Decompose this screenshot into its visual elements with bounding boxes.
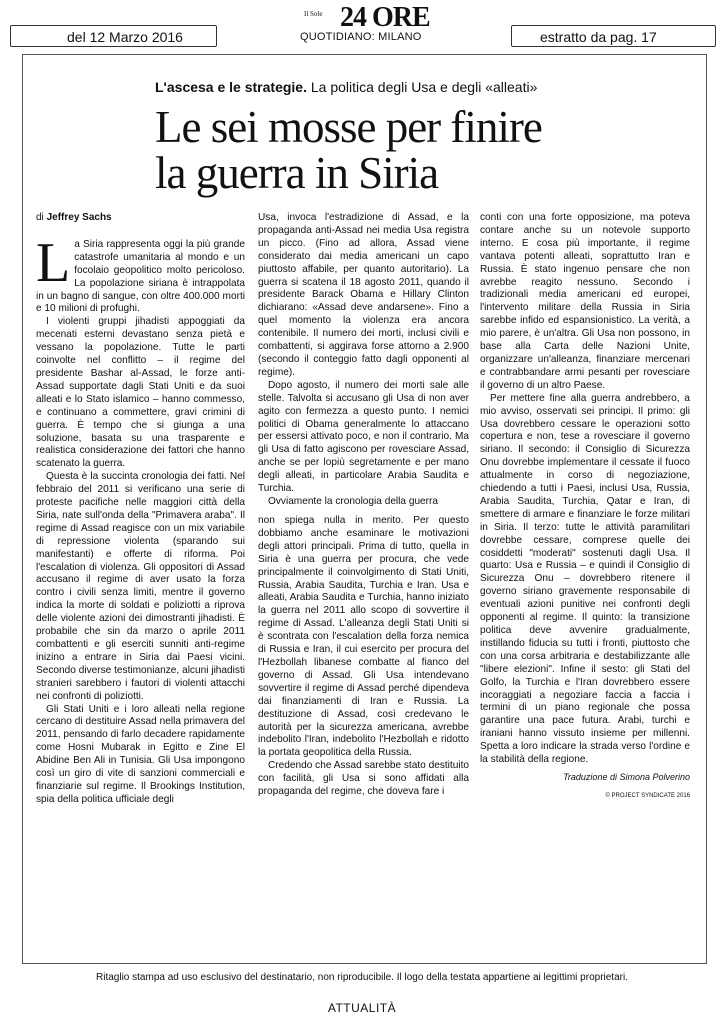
- headline-line-1: Le sei mosse per finire: [155, 102, 542, 152]
- drop-cap: L: [36, 231, 71, 294]
- masthead-small: Il Sole: [304, 10, 323, 18]
- headline-line-2: la guerra in Siria: [155, 148, 439, 198]
- paragraph-text: a Siria rappresenta oggi la più grande catastrofe umanitaria al mondo e un focolaio geopolitico molto pericoloso. La popolazione siriana è intrappolata in un bagno di sangue, con oltre 400.000 morti e 10 milioni di profughi.: [36, 238, 245, 315]
- masthead-subtitle: QUOTIDIANO: MILANO: [300, 31, 422, 43]
- paragraph: Gli Stati Uniti e i loro alleati nella regione cercano di destituire Assad nella primavera del 2011, pensando di farlo decadere rapidamente come Hosni Mubarak in Egitto e Zine El Abidine Ben Ali in Tunisia. Gli Usa impongono così un giro di vite di sanzioni commerciali e finanziarie sul regime. Il Brookings Institution, spia della politica ufficiale degli: [36, 703, 245, 805]
- article-column-2: [258, 212, 469, 509]
- byline-author: Jeffrey Sachs: [46, 212, 112, 223]
- paragraph: non spiega nulla in merito. Per questo dobbiamo anche esaminare le motivazioni degli attori principali. Prima di tutto, quella in Siria è una guerra per procura, che vede principalmente il coinvolgimento di Stati Uniti, Russia, Arabia Saudita, Turchia e Iran. Usa e alleati, Arabia Saudita e Turchia, hanno iniziato la guerra nel 2011 allo scopo di sovvertire il regime di Assad. L'alleanza degli Stati Uniti si è scontrata con l'escalation della forza nemica di Russia e Iran, il cui esercito per procura del l'Hezbollah libanese combatte al fianco del governo di Assad. Gli Usa intendevano sovvertire il regime di Assad perché dipendeva dai finanziamenti di Iran e Russia. La destituzione di Assad, così credevano le autorità per la sicurezza americana, avrebbe indebolito l'Iran, indebolito l'Hezbollah e ridotto la portata geopolitica della Russia.: [258, 515, 469, 759]
- page-label: estratto da pag. 17: [540, 29, 657, 45]
- byline: [36, 212, 245, 225]
- article-kicker: [155, 79, 537, 95]
- copyright-notice: © PROJECT SYNDICATE 2016: [605, 792, 690, 799]
- paragraph: Per mettere fine alla guerra andrebbero, a mio avviso, osservati sei principi. Il primo: gli Usa dovrebbero cessare le operazioni sotto copertura e non, tese a rovesciare il governo siriano. Il secondo: il Consiglio di Sicurezza Onu dovrebbe implementare il cessate il fuoco attualmente in corso di negoziazione, chiedendo a tutti i Paesi, inclusi Usa, Russia, Arabia Saudita, Turchia, Qatar e Iran, di smettere di armare e finanziare le forze militari in Siria. Il terzo: tutte le attività paramilitari dovrebbe cessare, comprese quelle dei cosiddetti "moderati" sostenuti dagli Usa. Il quarto: Usa e Russia – e quindi il Consiglio di Sicurezza Onu – dovrebbero ritenere il governo siriano gravemente responsabile di eventuali azioni punitive nei confronti degli opponenti al regime. Il quinto: la transizione politica deve avvenire gradualmente, instillando fiducia su tutti i fronti, piuttosto che con una corsa arbitraria e destabilizzante alle "libere elezioni". Infine il sesto: gli Stati del Golfo, la Turchia e l'Iran dovrebbero essere incoraggiati a negoziare faccia a faccia i termini di un piano regionale che possa garantire una pace futura. Arabi, turchi e iraniani hanno vissuto insieme per millenni. Spetta a loro indicare la strada verso l'ordine e la stabilità della regione.: [480, 392, 690, 766]
- byline-prefix: di: [36, 212, 44, 223]
- section-label: ATTUALITÀ: [327, 1001, 397, 1015]
- article-column-2-lower: [258, 515, 469, 799]
- paragraph: Usa, invoca l'estradizione di Assad, e la propaganda anti-Assad nei media Usa registra un picco. (Fino ad allora, Assad viene considerato dai media americani un capo piuttosto affabile, per quanto autoritario). La guerra si scatena il 18 agosto 2011, quando il presidente Barack Obama e Hillary Clinton dichiarano: «Assad deve andarsene». Fino a quel momento la violenza era ancora contenibile. Il numero dei morti, inclusi civili e combattenti, si aggirava forse attorno a 2.900 (secondo il conteggio fatto dagli opponenti al regime).: [258, 212, 469, 378]
- paragraph: Dopo agosto, il numero dei morti sale alle stelle. Talvolta si accusano gli Usa di non aver agito con fermezza a questo punto. I nemici politici di Obama generalmente lo attaccano per essersi attivato poco, e non il contrario. Ma gli Usa di fatto agiscono per rovesciare Assad, anche se per lopiù segretamente e per mano degli alleati, in particolare Arabia Saudita e Turchia.: [258, 379, 469, 495]
- masthead-logo: 24 ORE: [340, 2, 430, 33]
- translator-credit: Traduzione di Simona Polverino: [563, 771, 690, 782]
- article-column-1: [36, 212, 245, 807]
- paragraph: Questa è la succinta cronologia dei fatti. Nel febbraio del 2011 si verificano una serie di proteste pacifiche nelle maggiori città della Siria, nate sull'onda della "Primavera araba". Il regime di Assad reagisce con un mix variabile di repressione violenta (sparando sui manifestanti) e offerte di riforma. Poi l'escalation di violenza. Gli oppositori di Assad accusano il regime di aver usato la forza contro i civili senza limiti, mentre il governo indica la morte di soldati e poliziotti a riprova delle violente azioni dei dimostranti jihadisti. È probabile che sin da marzo o aprile 2011 combattenti e gli eserciti sunniti anti-regime inizino a entrare in Siria dai Paesi vicini. Secondo diverse testimonianze, alcuni jihadisti stranieri sarebbero i fautori di violenti attacchi nei confronti di poliziotti.: [36, 471, 245, 702]
- masthead: [260, 4, 464, 52]
- footer-disclaimer: Ritaglio stampa ad uso esclusivo del destinatario, non riproducibile. Il logo della testata appartiene ai legittimi proprietari.: [96, 972, 628, 983]
- article-headline: [155, 104, 615, 196]
- paragraph: [36, 231, 245, 316]
- page-box: [511, 25, 716, 47]
- paragraph: Ovviamente la cronologia della guerra: [268, 495, 439, 507]
- paragraph: conti con una forte opposizione, ma poteva contare anche su un notevole supporto interno. E cosa più importante, il regime vantava potenti alleati, soprattutto Iran e Russia. È stato ingenuo pensare che non avrebbe reagito nessuno. Secondo i tradizionali media americani ed europei, l'intervento militare della Russia in Siria sarebbe infido ed espansionistico. La verità, a mio parere, è un'altra. Gli Usa non possono, in base alla Carta delle Nazioni Unite, organizzare un'alleanza, finanziare mercenari e contrabbandare armi pesanti per rovesciare il governo di un altro Paese.: [480, 212, 690, 391]
- date-label: del 12 Marzo 2016: [67, 29, 183, 45]
- paragraph: I violenti gruppi jihadisti appoggiati da mecenati esterni devastano senza pietà e vessano la popolazione. Tutte le parti coinvolte nel conflitto – il regime del presidente Bashar al-Assad, le forze anti-Assad supportate dagli Stati Uniti e da suoi alleati e lo Stato islamico – hanno commesso, e continuano a commettere, gravi crimini di guerra. È tempo che si giunga a una soluzione, basata su una trasparente e realistica considerazione dei fattori che hanno scatenato la guerra.: [36, 316, 245, 470]
- paragraph: Credendo che Assad sarebbe stato destituito con facilità, gli Usa si sono affidati alla propaganda del regime, che doveva fare i: [258, 760, 469, 798]
- kicker-rest: La politica degli Usa e degli «alleati»: [310, 79, 538, 95]
- article-column-3: [480, 212, 690, 803]
- kicker-bold: L'ascesa e le strategie.: [155, 79, 307, 95]
- date-box: [10, 25, 217, 47]
